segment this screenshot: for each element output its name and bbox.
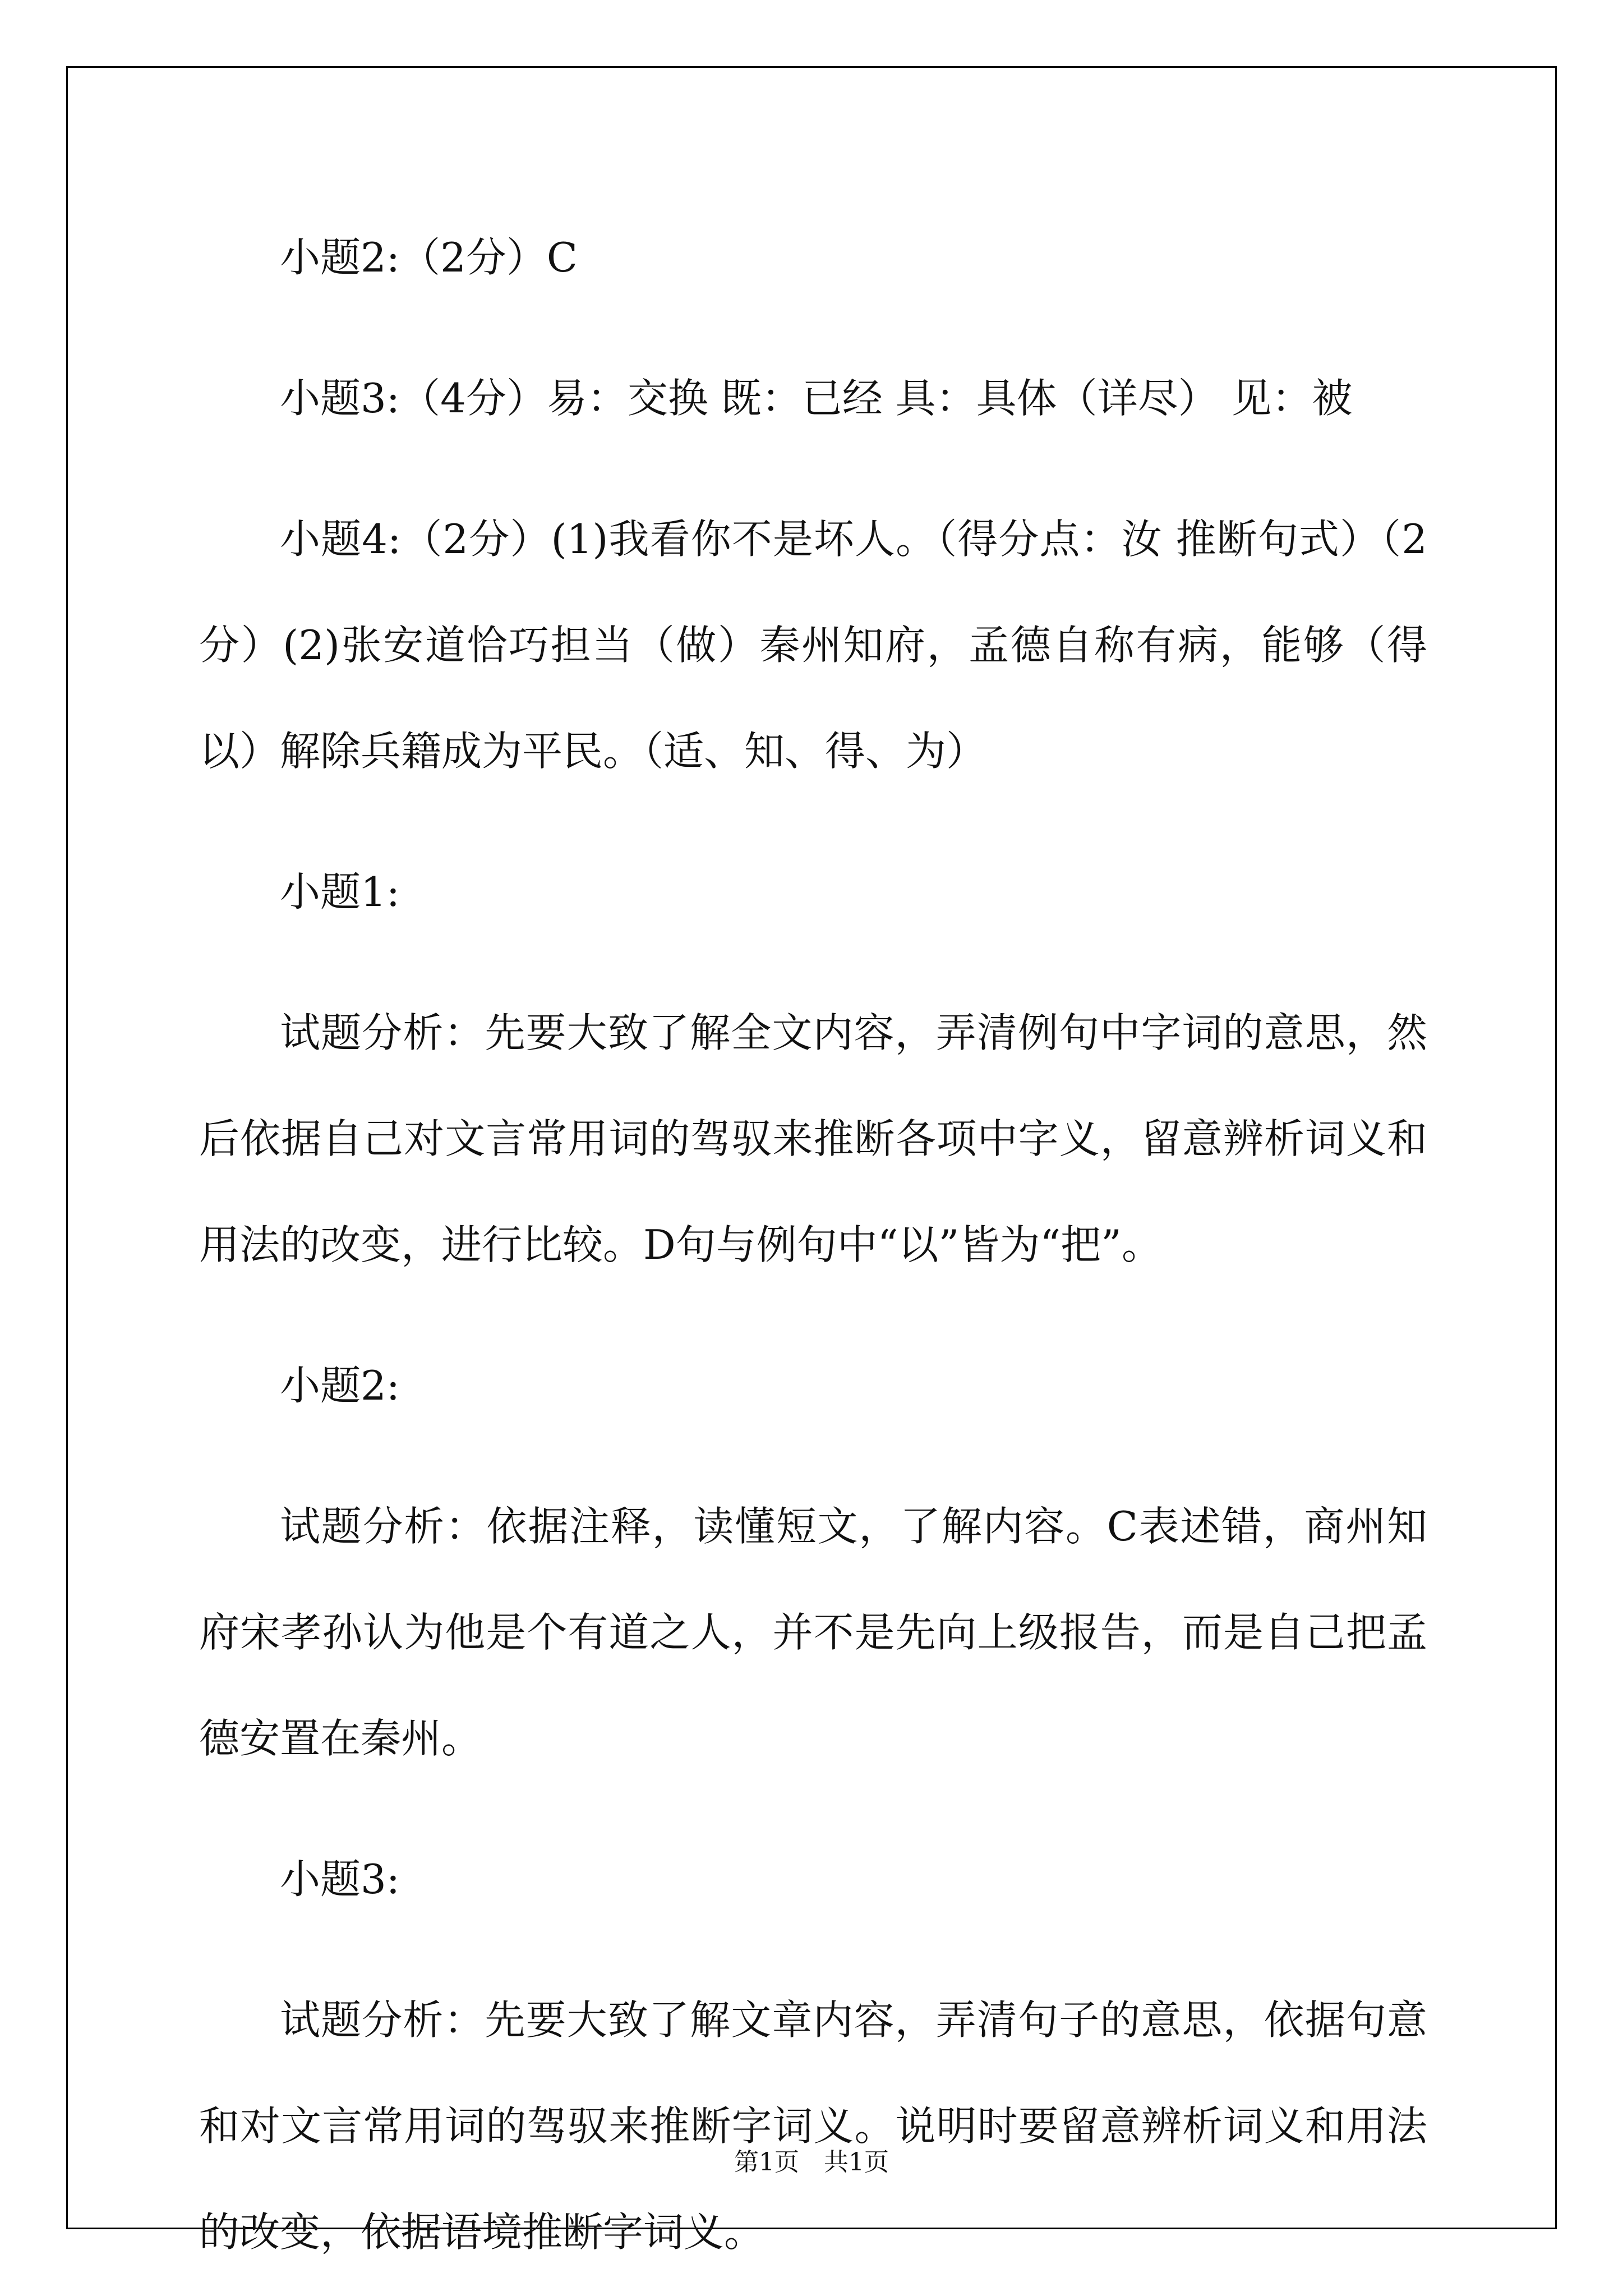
page-number: 第1页 (734, 2148, 799, 2177)
answer-q4: 小题4:（2分）(1)我看你不是坏人。（得分点：汝 推断句式）（2分）(2)张安道恰巧担当（做）秦州知府，孟德自称有病，能够（得以）解除兵籍成为平民。（适、知、得、为） (199, 516, 1427, 775)
heading-q2: 小题2: (280, 1362, 400, 1409)
page-total: 共1页 (824, 2148, 889, 2177)
answer-q2: 小题2:（2分）C (280, 234, 578, 281)
analysis-q2: 试题分析：依据注释，读懂短文，了解内容。C表述错，商州知府宋孝孙认为他是个有道之人，并不是先向上级报告，而是自己把孟德安置在秦州。 (199, 1503, 1427, 1762)
analysis-q1: 试题分析：先要大致了解全文内容，弄清例句中字词的意思，然后依据自己对文言常用词的驾驭来推断各项中字义，留意辨析词义和用法的改变，进行比较。D句与例句中“以”皆为“把”。 (199, 1009, 1427, 1268)
heading-q1: 小题1: (280, 868, 400, 915)
heading-q3: 小题3: (280, 1856, 400, 1903)
page-footer (0, 2142, 1623, 2178)
analysis-q3: 试题分析：先要大致了解文章内容，弄清句子的意思，依据句意和对文言常用词的驾驭来推断字词义。说明时要留意辨析词义和用法的改变，依据语境推断字词义。 (199, 1996, 1427, 2256)
answer-q3: 小题3:（4分）易：交换 既：已经 具：具体（详尽） 见：被 (280, 375, 1353, 422)
document-body (199, 205, 1427, 2285)
